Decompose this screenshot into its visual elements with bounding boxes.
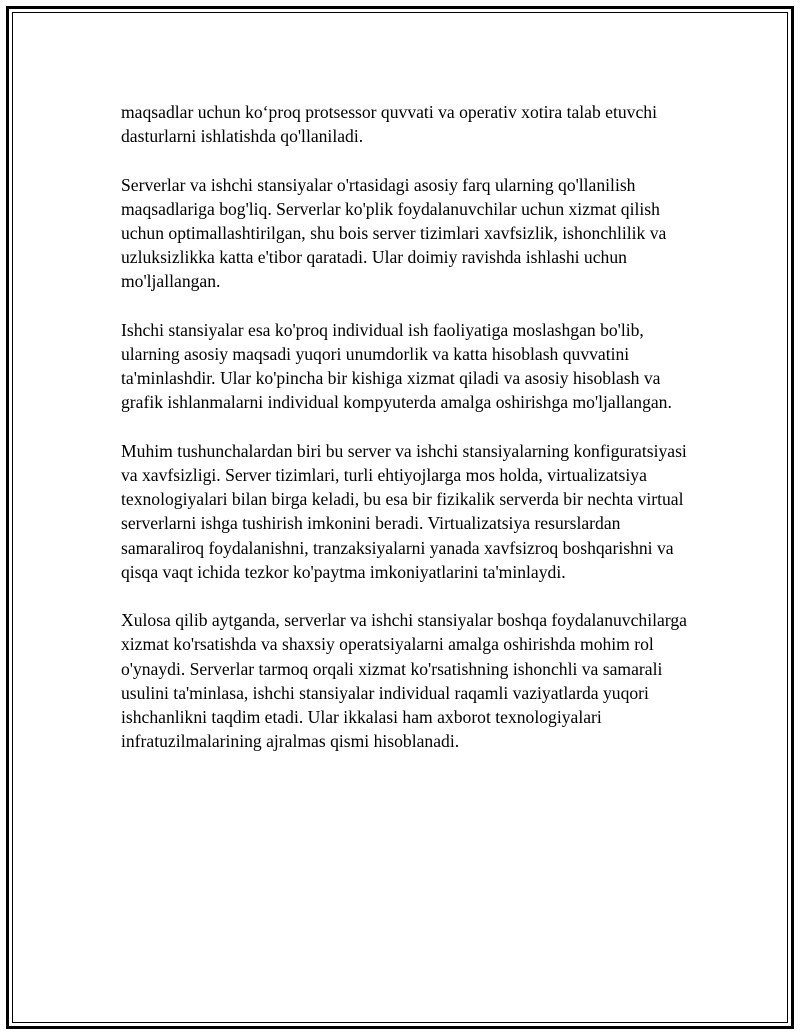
paragraph-workstations: Ishchi stansiyalar esa ko'proq individual ish faoliyatiga moslashgan bo'lib, ularning asosiy maqsadi yuqori unumdorlik va katta hisoblash quvvatini ta'minlashdir. Ular ko'pincha bir kishiga xizmat qiladi va asosiy hisoblash va grafik ishlanmalarni individual kompyuterda amalga oshirishga mo'ljallangan. bbox=[121, 319, 672, 413]
document-body bbox=[121, 100, 701, 778]
paragraph-server-vs-workstation: Serverlar va ishchi stansiyalar o'rtasidagi asosiy farq ularning qo'llanilish maqsadlariga bog'liq. Serverlar ko'plik foydalanuvchilar uchun xizmat qilish uchun optimallashtirilgan, shu bois server tizimlari xavfsizlik, ishonchlilik va uzluksizlikka katta e'tibor qaratadi. Ular doimiy ravishda ishlashi uchun mo'ljallangan. bbox=[121, 174, 667, 292]
page-border bbox=[6, 6, 794, 1029]
paragraph-configuration-security: Muhim tushunchalardan biri bu server va ishchi stansiyalarning konfiguratsiyasi va xavfsizligi. Server tizimlari, turli ehtiyojlarga mos holda, virtualizatsiya texnologiyalari bilan birga keladi, bu esa bir fizikalik serverda bir nechta virtual serverlarni ishga tushirish imkonini beradi. Virtualizatsiya resurslardan samaraliroq foydalanishni, tranzaksiyalarni yanada xavfsizroq boshqarishni va qisqa vaqt ichida tezkor ko'paytma imkoniyatlarini ta'minlaydi. bbox=[121, 440, 687, 582]
paragraph-conclusion: Xulosa qilib aytganda, serverlar va ishchi stansiyalar boshqa foydalanuvchilarga xizmat ko'rsatishda va shaxsiy operatsiyalarni amalga oshirishda mohim rol o'ynaydi. Serverlar tarmoq orqali xizmat ko'rsatishning ishonchli va samarali usulini ta'minlasa, ishchi stansiyalar individual raqamli vaziyatlarda yuqori ishchanlikni taqdim etadi. Ular ikkalasi ham axborot texnologiyalari infratuzilmalarining ajralmas qismi hisoblanadi. bbox=[121, 610, 687, 752]
paragraph-continuation: maqsadlar uchun ko‘proq protsessor quvvati va operativ xotira talab etuvchi dasturlarni ishlatishda qo'llaniladi. bbox=[121, 102, 657, 147]
